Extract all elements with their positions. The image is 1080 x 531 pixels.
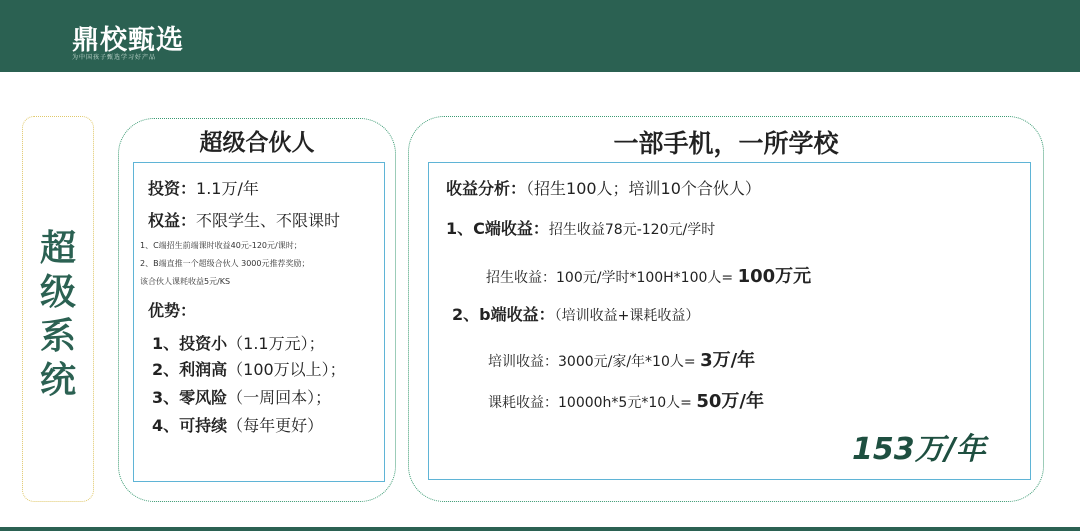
note-line: 该合伙人课耗收益5元/KS	[140, 277, 231, 286]
advantage-label: 优势：	[148, 301, 197, 320]
training-calc-prefix: 培训收益：	[488, 354, 558, 370]
rights-value: 不限学生、不限课时	[196, 211, 341, 230]
brand-logo: 鼎校甄选	[72, 25, 184, 56]
revenue-panel-title: 一部手机，一所学校	[613, 129, 839, 158]
c-end-label: 1、C端收益：	[446, 219, 549, 238]
advantage-detail: （1.1万元）；	[227, 334, 325, 353]
brand-slogan: 为中国孩子甄选学习好产品	[72, 54, 157, 61]
advantage-detail: （100万以上）；	[227, 360, 346, 379]
advantage-head: 3、零风险	[152, 388, 228, 407]
advantage-head: 1、投资小	[152, 334, 228, 353]
rights-row	[148, 208, 340, 231]
total-revenue: 153万/年	[852, 432, 986, 467]
side-title	[23, 227, 93, 403]
invest-label: 投资：	[148, 179, 197, 198]
consumption-calc-formula: 10000h*5元*10人=	[558, 395, 692, 411]
advantage-detail: （每年更好）	[227, 416, 324, 435]
enroll-calc-result: 100万元	[737, 266, 812, 287]
advantage-item	[152, 385, 331, 408]
analysis-label: 收益分析：	[446, 179, 527, 198]
side-title-char-1: 超	[39, 228, 76, 269]
side-title-char-4: 统	[39, 360, 76, 401]
note-line: 1、C端招生前端课时收益40元-120元/课时；	[140, 241, 302, 250]
training-calc-formula: 3000元/家/年*10人=	[558, 354, 696, 370]
training-calc-result: 3万/年	[700, 350, 756, 371]
partner-panel-title: 超级合伙人	[199, 130, 315, 156]
advantage-head: 2、利润高	[152, 360, 228, 379]
rights-label: 权益：	[148, 211, 197, 230]
consumption-calc-row	[488, 387, 764, 413]
consumption-calc-prefix: 课耗收益：	[488, 395, 558, 411]
analysis-value: （招生100人；培训10个合伙人）	[526, 179, 761, 198]
c-end-row	[446, 216, 715, 239]
enroll-calc-prefix: 招生收益：	[486, 270, 556, 286]
b-end-row	[452, 302, 699, 325]
invest-row	[148, 176, 259, 199]
b-end-label: 2、b端收益：	[452, 305, 555, 324]
enroll-calc-row	[486, 262, 811, 288]
advantage-item	[152, 413, 323, 436]
bottom-rule	[0, 527, 1080, 531]
advantage-detail: （一周回本）；	[227, 388, 332, 407]
advantage-head: 4、可持续	[152, 416, 228, 435]
c-end-value: 招生收益78元-120元/学时	[548, 222, 716, 238]
side-title-char-2: 级	[39, 272, 76, 313]
advantage-item	[152, 357, 346, 380]
header-bar	[0, 0, 1080, 72]
consumption-calc-result: 50万/年	[696, 391, 764, 412]
note-line: 2、B端直推一个超级合伙人 3000元推荐奖励；	[140, 259, 310, 268]
analysis-row	[446, 176, 761, 199]
b-end-value: （培训收益+课耗收益）	[554, 308, 700, 324]
side-panel	[22, 116, 94, 502]
invest-value: 1.1万/年	[196, 179, 259, 198]
training-calc-row	[488, 346, 755, 372]
enroll-calc-formula: 100元/学时*100H*100人=	[556, 270, 734, 286]
advantage-item	[152, 331, 325, 354]
side-title-char-3: 系	[39, 316, 76, 357]
